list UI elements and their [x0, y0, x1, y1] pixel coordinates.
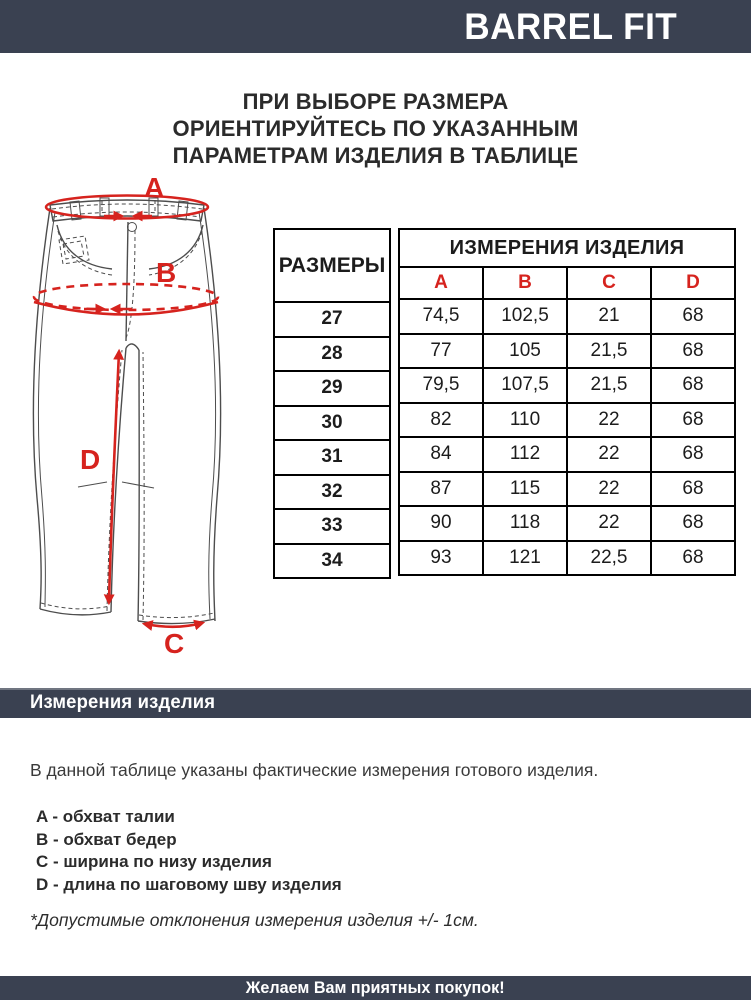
measurements-header-cell: ИЗМЕРЕНИЯ ИЗДЕЛИЯ [399, 229, 735, 267]
measure-cell: 84 [399, 437, 483, 472]
label-d: D [80, 444, 101, 475]
size-cell: 27 [274, 302, 390, 337]
footer-bar [0, 976, 751, 1000]
size-cell: 29 [274, 371, 390, 406]
measure-cell: 74,5 [399, 299, 483, 334]
measure-cell: 82 [399, 403, 483, 438]
jeans-outline [33, 198, 220, 624]
size-cell: 31 [274, 440, 390, 475]
table-row [399, 506, 735, 541]
jeans-measurement-diagram [8, 178, 268, 670]
measure-cell: 112 [483, 437, 567, 472]
measure-cell: 22 [567, 506, 651, 541]
table-description: В данной таблице указаны фактические измерения готового изделия. [30, 760, 599, 780]
measure-cell: 110 [483, 403, 567, 438]
measure-cell: 118 [483, 506, 567, 541]
intro-heading [0, 88, 751, 169]
measure-cell: 22,5 [567, 541, 651, 576]
column-letter: A [399, 267, 483, 299]
measure-cell: 21,5 [567, 334, 651, 369]
inseam-measure-d [80, 352, 119, 602]
measurements-table [398, 228, 736, 576]
brand-header-bar [0, 0, 751, 53]
measure-cell: 87 [399, 472, 483, 507]
table-row [399, 472, 735, 507]
brand-title: BARREL FIT [463, 5, 677, 47]
size-cell: 30 [274, 406, 390, 441]
table-row [399, 368, 735, 403]
legend-item-a: A - обхват талии [36, 807, 175, 826]
table-row [399, 437, 735, 472]
measure-cell: 115 [483, 472, 567, 507]
size-cell: 34 [274, 544, 390, 579]
measure-cell: 22 [567, 437, 651, 472]
measure-cell: 22 [567, 403, 651, 438]
legend-item-c: C - ширина по низу изделия [36, 852, 272, 871]
measure-cell: 21 [567, 299, 651, 334]
intro-line: ПАРАМЕТРАМ ИЗДЕЛИЯ В ТАБЛИЦЕ [172, 143, 579, 168]
size-cell: 33 [274, 509, 390, 544]
measure-cell: 21,5 [567, 368, 651, 403]
measure-cell: 68 [651, 506, 735, 541]
size-cell: 32 [274, 475, 390, 510]
footer-message: Желаем Вам приятных покупок! [246, 978, 505, 997]
sizes-table [273, 228, 391, 579]
intro-line: ПРИ ВЫБОРЕ РАЗМЕРА [242, 89, 509, 114]
measure-cell: 79,5 [399, 368, 483, 403]
label-c: C [164, 628, 185, 659]
measure-cell: 68 [651, 299, 735, 334]
waist-measure-a [46, 178, 208, 219]
intro-line: ОРИЕНТИРУЙТЕСЬ ПО УКАЗАННЫМ [172, 116, 579, 141]
column-letter: B [483, 267, 567, 299]
measure-cell: 68 [651, 368, 735, 403]
column-letter: C [567, 267, 651, 299]
legend-item-b: B - обхват бедер [36, 829, 177, 849]
measure-legend [36, 806, 342, 896]
table-row [399, 334, 735, 369]
measure-cell: 105 [483, 334, 567, 369]
section-band [0, 688, 751, 718]
measure-cell: 68 [651, 437, 735, 472]
measure-cell: 121 [483, 541, 567, 576]
label-b: B [156, 257, 177, 288]
measure-cell: 68 [651, 403, 735, 438]
measure-cell: 107,5 [483, 368, 567, 403]
measure-cell: 22 [567, 472, 651, 507]
measure-cell: 90 [399, 506, 483, 541]
tolerance-note: *Допустимые отклонения измерения изделия +/- 1см. [30, 910, 479, 930]
measure-cell: 68 [651, 541, 735, 576]
measure-cell: 68 [651, 472, 735, 507]
hem-measure-c [145, 623, 202, 659]
measure-columns-row [399, 267, 735, 299]
label-a: A [144, 178, 165, 203]
measure-cell: 93 [399, 541, 483, 576]
measure-cell: 68 [651, 334, 735, 369]
column-letter: D [651, 267, 735, 299]
legend-item-d: D - длина по шаговому шву изделия [36, 874, 342, 894]
sizes-header-cell: РАЗМЕРЫ [274, 229, 390, 302]
measure-cell: 102,5 [483, 299, 567, 334]
table-row [399, 299, 735, 334]
measure-cell: 77 [399, 334, 483, 369]
table-row [399, 541, 735, 576]
size-cell: 28 [274, 337, 390, 372]
table-row [399, 403, 735, 438]
section-band-title: Измерения изделия [30, 692, 216, 713]
